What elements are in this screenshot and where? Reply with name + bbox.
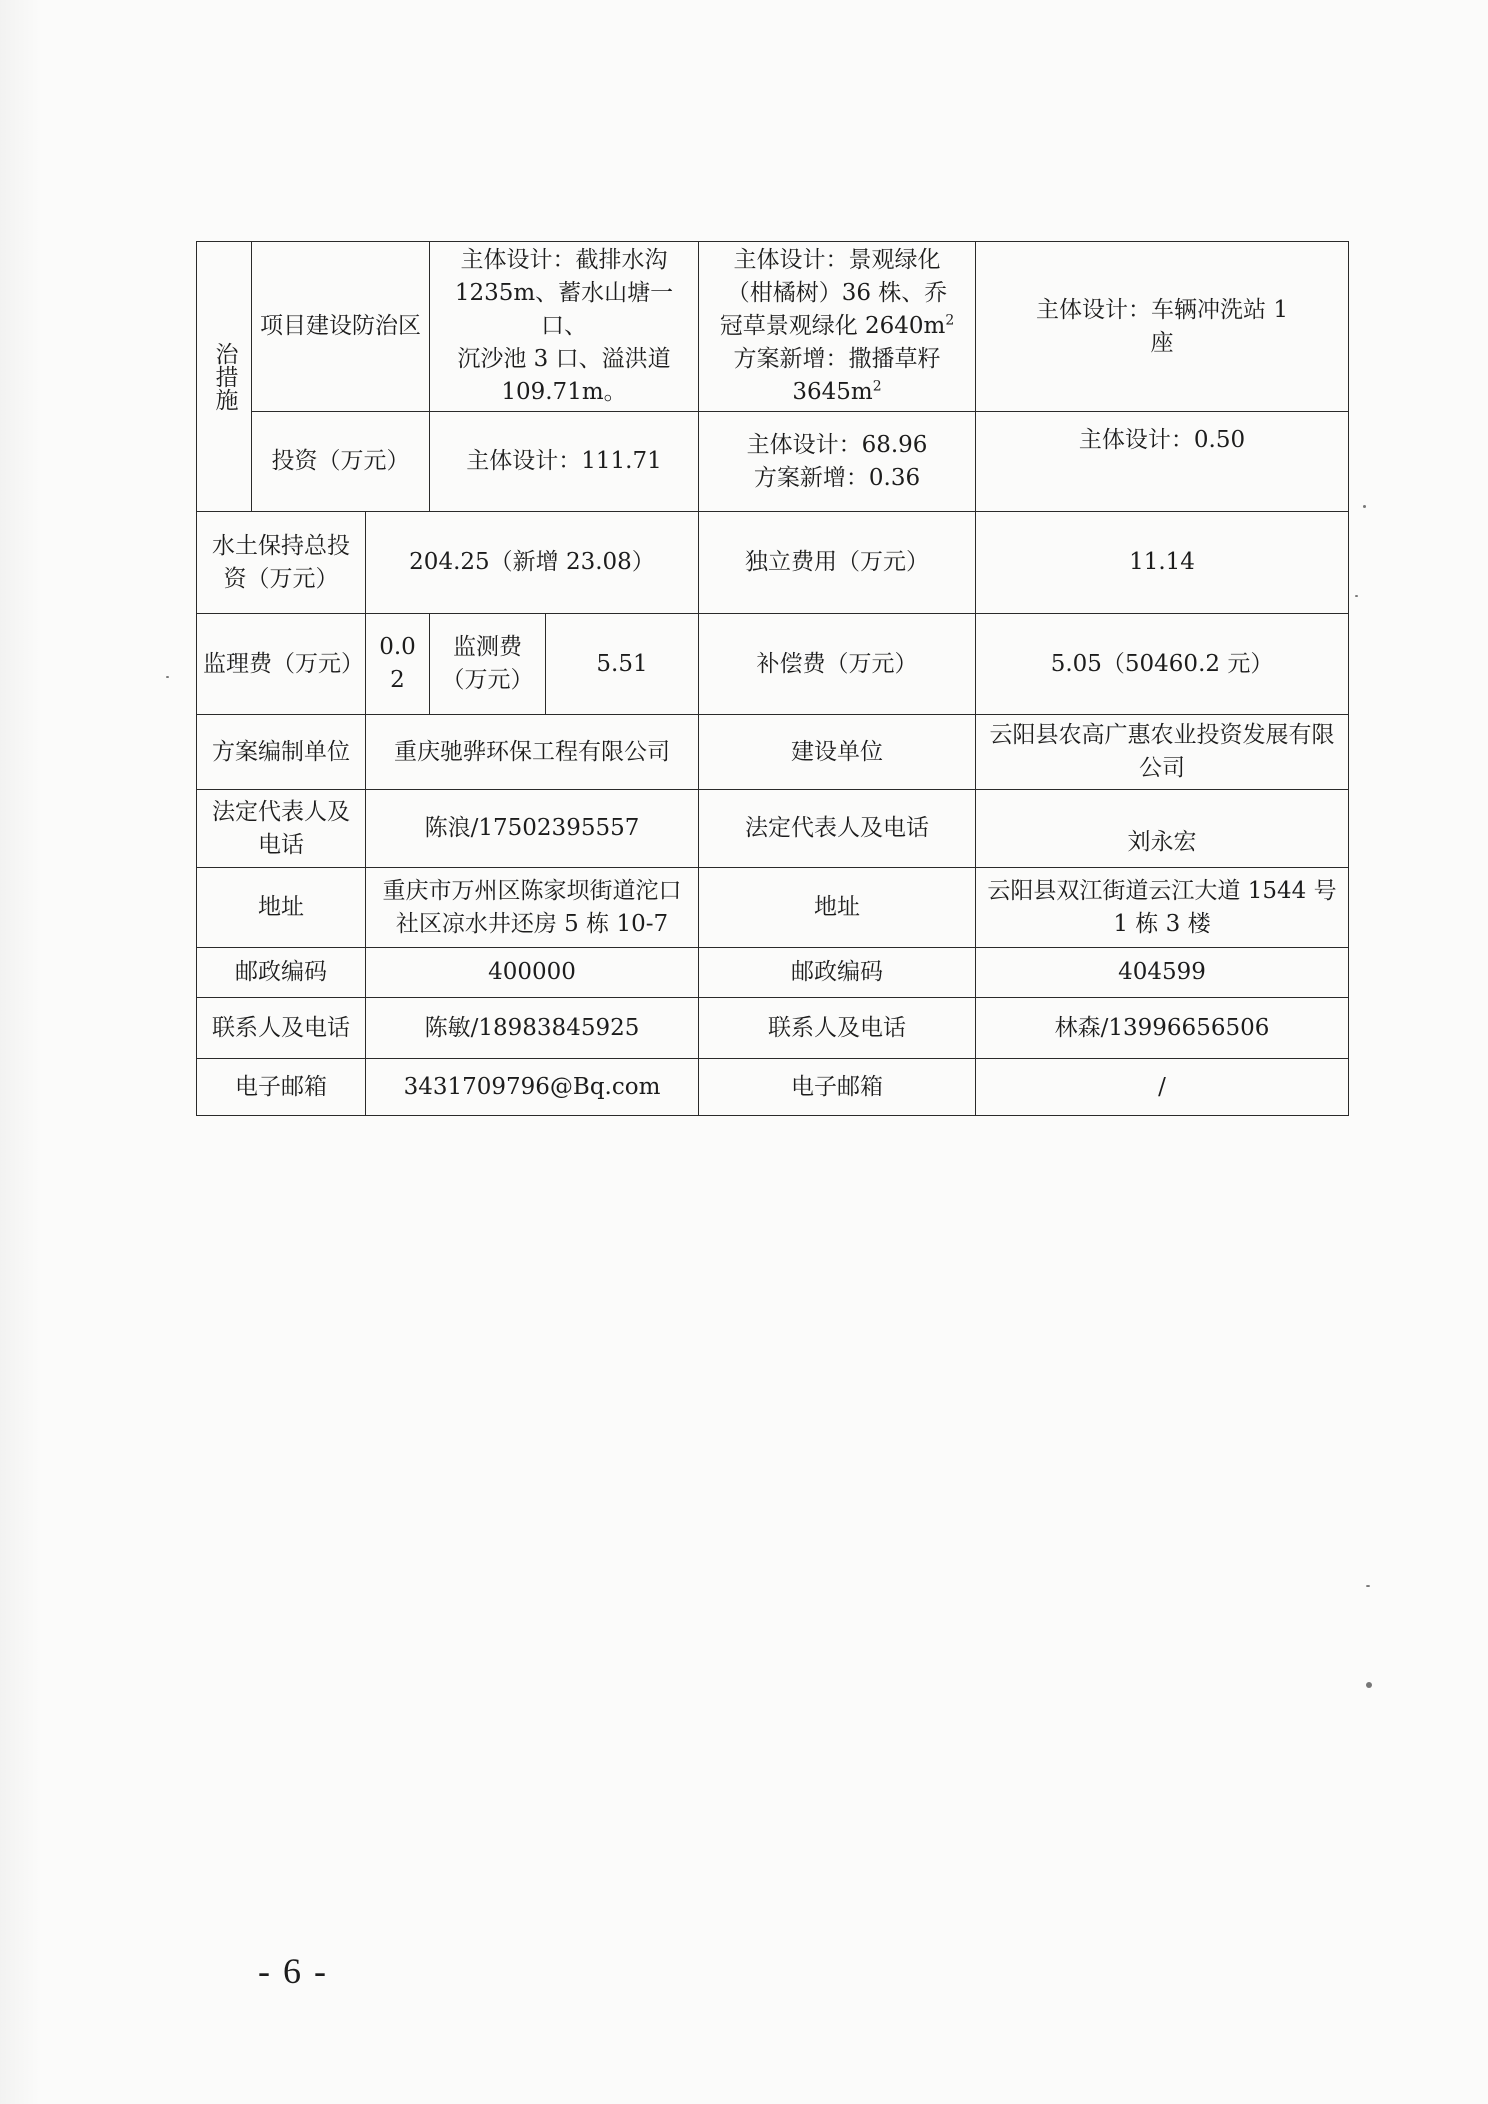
scan-speck — [1363, 505, 1366, 508]
email-label-2: 电子邮箱 — [699, 1059, 976, 1116]
email-label: 电子邮箱 — [197, 1059, 366, 1116]
supervision-fee-label: 监理费（万元） — [197, 614, 366, 715]
vegetation-measures-cell: 主体设计：景观绿化 （柑橘树）36 株、乔 冠草景观绿化 $2640m^2$ 方案新增：撒播草籽 $3645m^2$ — [699, 242, 976, 412]
compensation-fee-label: 补偿费（万元） — [699, 614, 976, 715]
supervision-fee-value: 0.02 — [366, 614, 430, 715]
plan-unit-value: 重庆驰骅环保工程有限公司 — [366, 715, 699, 790]
scan-speck — [166, 676, 169, 678]
email-value: 3431709796@Bq.com — [366, 1059, 699, 1116]
investment-label: 投资（万元） — [252, 412, 430, 512]
table-row — [197, 242, 1349, 412]
contact-label-2: 联系人及电话 — [699, 998, 976, 1059]
build-unit-label: 建设单位 — [699, 715, 976, 790]
legal-rep-label: 法定代表人及电话 — [197, 790, 366, 868]
legal-rep-value: 陈浪/17502395557 — [366, 790, 699, 868]
total-investment-label: 水土保持总投资（万元） — [197, 512, 366, 614]
temporary-measures-cell: 主体设计：车辆冲洗站 1 座 — [976, 242, 1349, 412]
project-zone-label: 项目建设防治区 — [252, 242, 430, 412]
independent-cost-label: 独立费用（万元） — [699, 512, 976, 614]
contact-value-2: 林森/13996656506 — [976, 998, 1349, 1059]
investment-vegetation: 主体设计：68.96 方案新增：0.36 — [699, 412, 976, 512]
table-row — [197, 948, 1349, 998]
table-row — [197, 868, 1349, 948]
prevention-measures-label: 治措施 — [197, 242, 252, 512]
table-row — [197, 412, 1349, 512]
scan-speck — [1355, 595, 1358, 597]
address-label: 地址 — [197, 868, 366, 948]
legal-rep-label-2: 法定代表人及电话 — [699, 790, 976, 868]
investment-engineering: 主体设计：111.71 — [430, 412, 699, 512]
email-value-2: / — [976, 1059, 1349, 1116]
monitoring-fee-value: 5.51 — [546, 614, 699, 715]
postcode-label-2: 邮政编码 — [699, 948, 976, 998]
plan-unit-label: 方案编制单位 — [197, 715, 366, 790]
address-value-2: 云阳县双江街道云江大道 1544 号 1 栋 3 楼 — [976, 868, 1349, 948]
scan-edge-shadow — [0, 0, 40, 2104]
build-unit-value: 云阳县农高广惠农业投资发展有限公司 — [976, 715, 1349, 790]
compensation-fee-value: 5.05（50460.2 元） — [976, 614, 1349, 715]
total-investment-value: 204.25（新增 23.08） — [366, 512, 699, 614]
contact-value: 陈敏/18983845925 — [366, 998, 699, 1059]
address-label-2: 地址 — [699, 868, 976, 948]
scan-speck — [1366, 1585, 1370, 1587]
postcode-value: 400000 — [366, 948, 699, 998]
table-row — [197, 614, 1349, 715]
table-row — [197, 790, 1349, 868]
table-row — [197, 715, 1349, 790]
contact-label: 联系人及电话 — [197, 998, 366, 1059]
soil-conservation-summary-table — [196, 241, 1349, 1116]
investment-temporary: 主体设计：0.50 — [976, 412, 1349, 512]
postcode-label: 邮政编码 — [197, 948, 366, 998]
table-row — [197, 998, 1349, 1059]
independent-cost-value: 11.14 — [976, 512, 1349, 614]
legal-rep-value-2: 刘永宏 — [976, 790, 1349, 868]
engineering-measures-cell: 主体设计：截排水沟 1235m、蓄水山塘一口、 沉沙池 3 口、溢洪道 109.71m。 — [430, 242, 699, 412]
scan-speck — [1366, 1682, 1372, 1688]
table-row — [197, 512, 1349, 614]
table-row — [197, 1059, 1349, 1116]
postcode-value-2: 404599 — [976, 948, 1349, 998]
page-number: - 6 - — [258, 1951, 328, 1991]
address-value: 重庆市万州区陈家坝街道沱口社区凉水井还房 5 栋 10-7 — [366, 868, 699, 948]
monitoring-fee-label: 监测费（万元） — [430, 614, 546, 715]
